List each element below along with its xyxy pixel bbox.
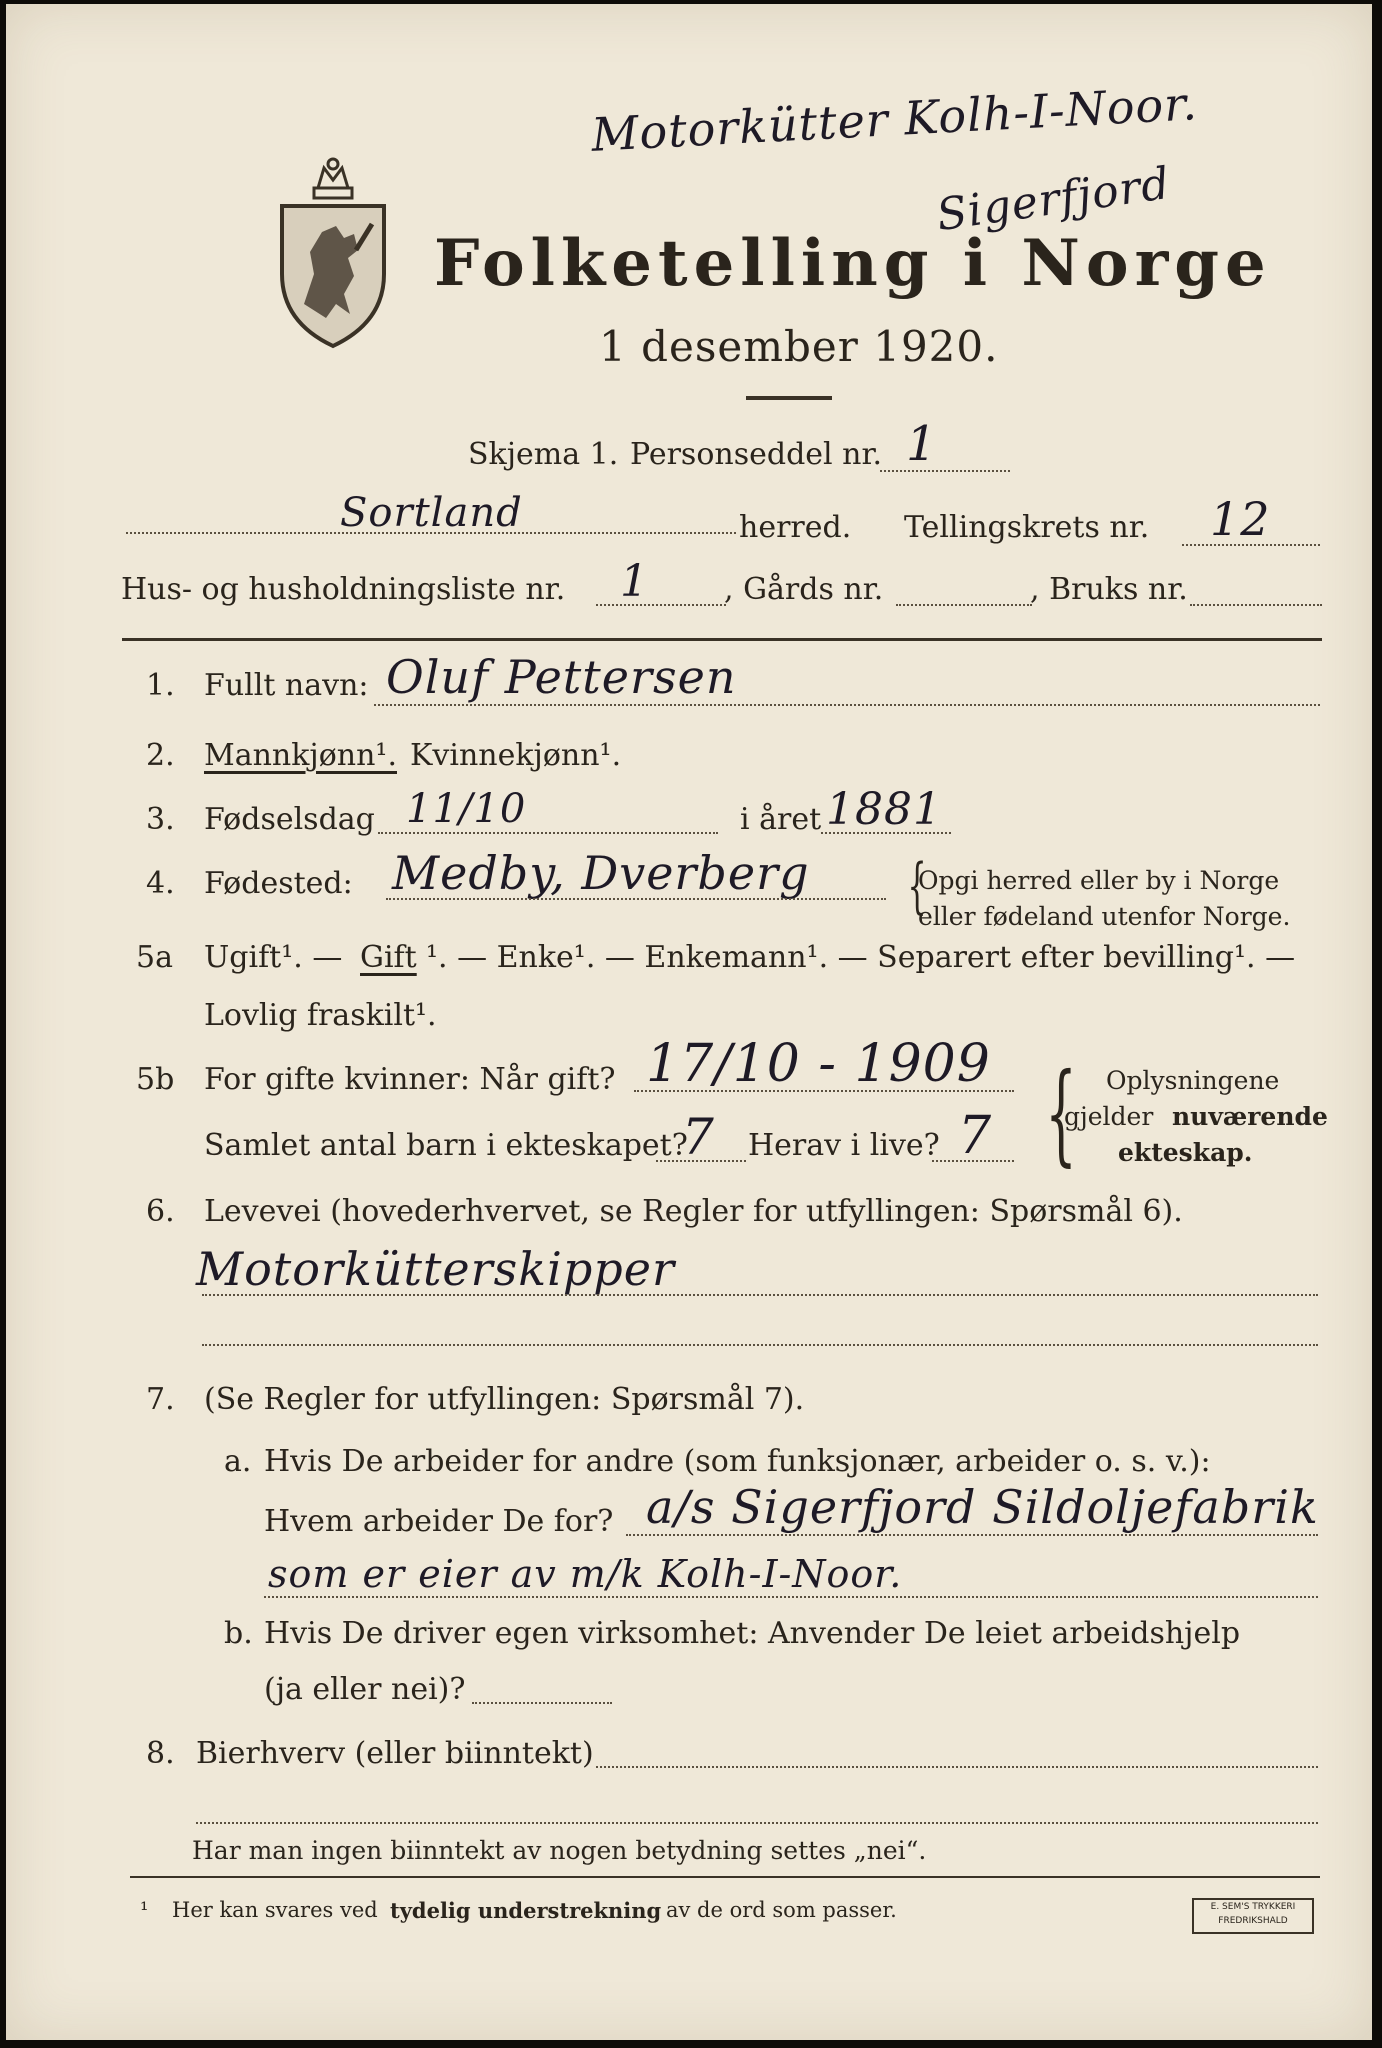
footnote-c: av de ord som passer. (666, 1898, 897, 1922)
gards-line (896, 604, 1032, 606)
q5b-living-value: 7 (958, 1106, 993, 1166)
handwritten-vessel-name: Motorkütter Kolh-I-Noor. (590, 76, 1199, 162)
q4-note-2: eller fødeland utenfor Norge. (918, 902, 1291, 931)
q1-value: Oluf Pettersen (386, 650, 737, 704)
printer-stamp-line-1: E. SEM'S TRYKKERI (1210, 1902, 1296, 1912)
gards-label: , Gårds nr. (724, 572, 884, 607)
q8-label: Bierhverv (eller biinntekt) (196, 1736, 594, 1771)
q4-label: Fødested: (204, 866, 353, 901)
footnote-a: Her kan svares ved (172, 1898, 378, 1922)
q3-value: 11/10 (406, 786, 527, 832)
q3-number: 3. (146, 802, 175, 837)
husliste-line (596, 604, 726, 606)
q7a-value1: a/s Sigerfjord Sildoljefabrik (646, 1480, 1319, 1534)
tellingskrets-value: 12 (1210, 492, 1271, 546)
q7-number: 7. (146, 1382, 175, 1417)
q7b-line (472, 1702, 612, 1704)
q7-label: (Se Regler for utfyllingen: Spørsmål 7). (204, 1382, 805, 1417)
q4-line (386, 898, 886, 900)
herred-value: Sortland (340, 490, 523, 536)
q7b-text: Hvis De driver egen virksomhet: Anvender De leiet arbeidshjelp (264, 1616, 1241, 1651)
footnote-b: tydelig understrekning (390, 1898, 662, 1923)
q6-line2 (202, 1344, 1318, 1346)
q7a-text: Hvis De arbeider for andre (som funksjonær, arbeider o. s. v.): (264, 1444, 1211, 1479)
q1-label: Fullt navn: (204, 668, 369, 703)
q5b-note-1: Oplysningene (1106, 1066, 1280, 1095)
q5a-line2: Lovlig fraskilt¹. (204, 998, 437, 1033)
q4-value: Medby, Dverberg (392, 846, 810, 900)
q6-value: Motorkütterskipper (196, 1242, 675, 1296)
q7a-value2: som er eier av m/k Kolh-I-Noor. (268, 1552, 903, 1596)
q7a-line2 (264, 1596, 1318, 1598)
q3-year-label: i året (740, 802, 822, 837)
q5a-gift: Gift (360, 940, 417, 975)
q8-number: 8. (146, 1736, 175, 1771)
q4-brace: { (907, 851, 927, 921)
q7b-letter: b. (224, 1616, 253, 1651)
personseddel-line (880, 470, 1010, 472)
husliste-label: Hus- og husholdningsliste nr. (121, 572, 566, 607)
footer-divider (130, 1876, 1320, 1878)
q5b-label1: For gifte kvinner: Når gift? (204, 1062, 616, 1097)
printer-stamp (1192, 1898, 1314, 1934)
q7a-line1 (626, 1534, 1318, 1536)
husliste-value: 1 (620, 556, 649, 607)
personseddel-label: Personseddel nr. (630, 437, 883, 472)
q5a-ugift: Ugift¹. — (204, 940, 343, 975)
q7a-question: Hvem arbeider De for? (264, 1504, 614, 1539)
q4-number: 4. (146, 866, 175, 901)
q6-line1 (202, 1294, 1318, 1296)
q5a-rest: ¹. — Enke¹. — Enkemann¹. — Separert efter bevilling¹. — (426, 940, 1296, 975)
q5b-label3: Herav i live? (748, 1128, 940, 1163)
q7a-letter: a. (224, 1444, 252, 1479)
q5a-number: 5a (136, 940, 173, 975)
q2-number: 2. (146, 738, 175, 773)
biinntekt-note: Har man ingen biinntekt av nogen betydning settes „nei“. (192, 1836, 927, 1865)
q5b-brace: { (1045, 1049, 1077, 1177)
bruks-line (1190, 604, 1322, 606)
q6-label: Levevei (hovederhvervet, se Regler for utfyllingen: Spørsmål 6). (204, 1194, 1183, 1229)
q3-label: Fødselsdag (204, 802, 375, 837)
footnote-marker: ¹ (140, 1898, 149, 1922)
q1-line (374, 704, 1320, 706)
title-divider (746, 396, 832, 400)
bruks-label: , Bruks nr. (1030, 572, 1188, 607)
q5b-children-value: 7 (682, 1108, 715, 1166)
printer-stamp-line-2: FREDRIKSHALD (1218, 1916, 1288, 1926)
herred-label: herred. (739, 510, 852, 545)
personseddel-value: 1 (906, 416, 938, 472)
handwritten-place: Sigerfjord (933, 157, 1174, 242)
q8-line1 (596, 1766, 1318, 1768)
tellingskrets-label: Tellingskrets nr. (904, 510, 1150, 545)
coat-of-arms-icon (274, 154, 392, 358)
q5b-number: 5b (136, 1062, 175, 1097)
q3-year-value: 1881 (826, 784, 942, 835)
page-title: Folketelling i Norge (434, 226, 1272, 301)
q7b-question: (ja eller nei)? (264, 1672, 466, 1707)
census-form (6, 4, 1372, 2040)
q4-note-1: Opgi herred eller by i Norge (918, 866, 1280, 895)
q5b-note-2a: gjelder (1064, 1102, 1154, 1131)
q5b-note-3: ekteskap. (1118, 1138, 1253, 1167)
q8-line2 (196, 1822, 1318, 1824)
q3-line (378, 832, 718, 834)
q2-male: Mannkjønn¹. (204, 738, 397, 773)
q2-female: Kvinnekjønn¹. (410, 738, 622, 773)
schema-label: Skjema 1. (468, 437, 619, 472)
q5b-label2: Samlet antal barn i ekteskapet? (204, 1128, 688, 1163)
q5b-note-2b: nuværende (1172, 1102, 1328, 1131)
section-divider (122, 638, 1322, 641)
q1-number: 1. (146, 668, 175, 703)
q5b-married-value: 17/10 - 1909 (646, 1034, 991, 1094)
q6-number: 6. (146, 1194, 175, 1229)
census-date: 1 desember 1920. (599, 322, 999, 371)
